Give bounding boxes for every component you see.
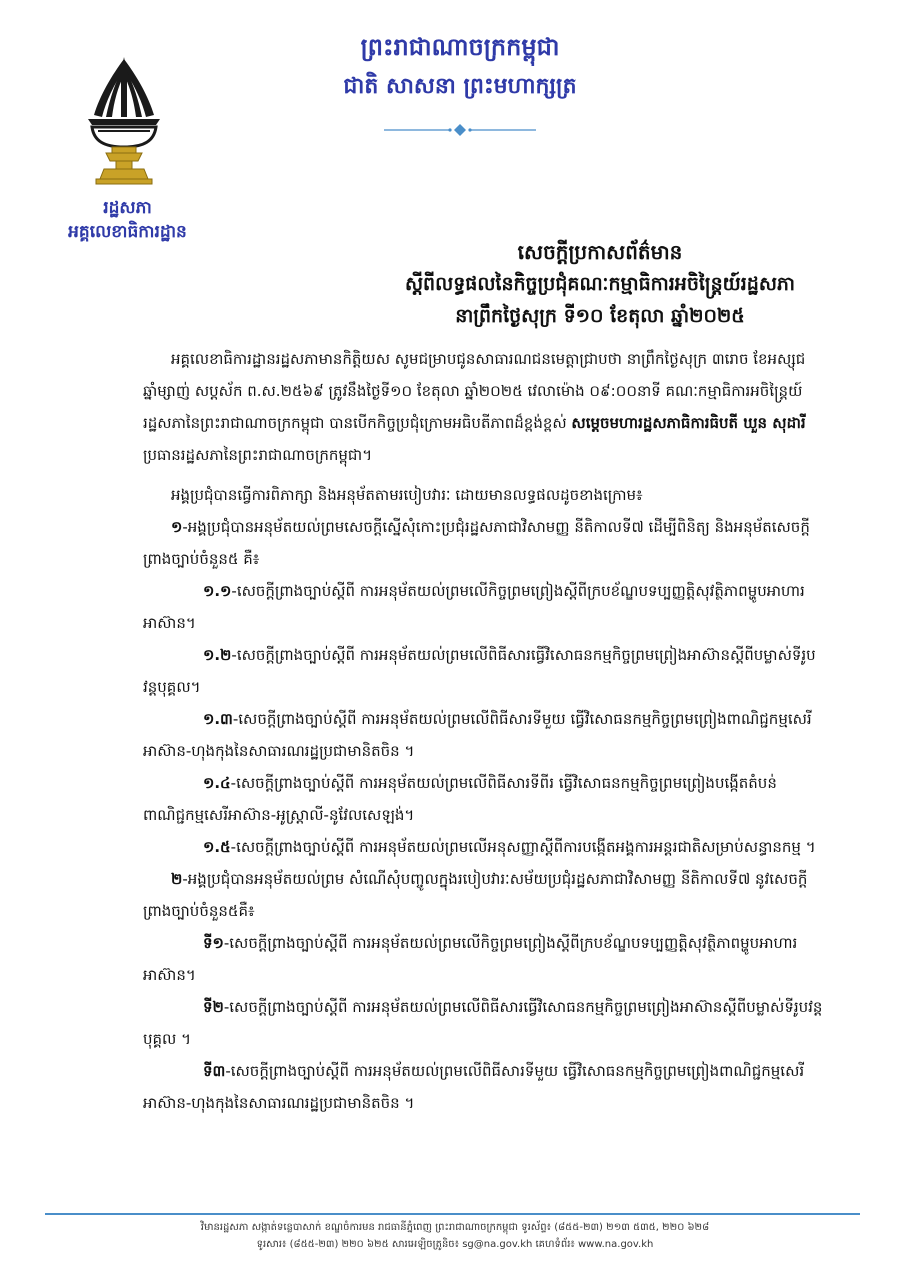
- item-2-3-number: ទី៣: [203, 1062, 226, 1080]
- document-title: [320, 236, 880, 332]
- footer-address: វិមានរដ្ឋសភា សង្កាត់ទន្លេបាសាក់ ខណ្ឌចំការមន រាជធានីភ្នំពេញ ព្រះរាជាណាចក្រកម្ពុជា ទូរស័ព្ទ៖ (៨៥៥-២៣) ២១៣ ៥៣៥, ២២០ ៦២៨: [200, 1222, 710, 1233]
- item-1-1-number: ១.១: [203, 582, 232, 600]
- item-1-1-text: -សេចក្តីព្រាងច្បាប់ស្តីពី ការអនុម័តយល់ព្រមលើកិច្ចព្រមព្រៀងស្តីពីក្របខ័ណ្ឌបទប្បញ្ញត្តិសុវត្ថិភាពម្ហូបអាហារអាស៊ាន។: [143, 582, 805, 632]
- intro-paragraph: [143, 343, 823, 471]
- item-2-2-number: ទី២: [203, 998, 224, 1016]
- item-1-3-text: -សេចក្តីព្រាងច្បាប់ស្តីពី ការអនុម័តយល់ព្រមលើពិធីសារទីមួយ ធ្វើវិសោធនកម្មកិច្ចព្រមព្រៀងពាណិជ្ជកម្មសេរីអាស៊ាន-ហុងកុងនៃសាធារណរដ្ឋប្រជាមានិតចិន ។: [143, 710, 812, 760]
- kingdom-heading: ព្រះរាជាណាចក្រកម្ពុជា: [360, 33, 560, 61]
- item-2-3: [143, 1055, 823, 1119]
- item-2-2: [143, 991, 823, 1055]
- item-1-5-text: -សេចក្តីព្រាងច្បាប់ស្តីពី ការអនុម័តយល់ព្រមលើអនុសញ្ញាស្តីពីការបង្កើតអង្គការអន្តរជាតិសម្រាប់សន្ធានកម្ម ។: [230, 838, 816, 856]
- item-2-1-number: ទី១: [203, 934, 224, 952]
- item-1-4: [143, 767, 823, 831]
- title-line-2: ស្តីពីលទ្ធផលនៃកិច្ចប្រជុំគណៈកម្មាធិការអចិន្ត្រៃយ៍រដ្ឋសភា: [404, 273, 796, 295]
- item-1-4-number: ១.៤: [203, 774, 231, 792]
- item-1-2-number: ១.២: [203, 646, 232, 664]
- motto-heading: ជាតិ សាសនា ព្រះមហាក្សត្រ: [343, 74, 577, 99]
- item-1-4-text: -សេចក្តីព្រាងច្បាប់ស្តីពី ការអនុម័តយល់ព្រមលើពិធីសារទីពីរ ធ្វើវិសោធនកម្មកិច្ចព្រមព្រៀងបង្កើតតំបន់ពាណិជ្ជកម្មសេរីអាស៊ាន-អូស្ត្រាលី-នូវែលសេឡង់។: [143, 774, 777, 824]
- ministry-line-1: រដ្ឋសភា: [103, 198, 152, 218]
- footer: [60, 1219, 850, 1253]
- ministry-line-2: អគ្គលេខាធិការដ្ឋាន: [68, 222, 187, 242]
- title-line-1: សេចក្តីប្រកាសព័ត៌មាន: [517, 240, 683, 264]
- item-1-3: [143, 703, 823, 767]
- ministry-name: [40, 196, 215, 244]
- item-1-text: -អង្គប្រជុំបានអនុម័តយល់ព្រមសេចក្តីស្នើសុំកោះប្រជុំរដ្ឋសភាជាវិសាមញ្ញ នីតិកាលទី៧ ដើម្បីពិនិត្យ និងអនុម័តសេចក្តីព្រាងច្បាប់ចំនួន៥ គឺ៖: [143, 518, 810, 568]
- title-line-3: នាព្រឹកថ្ងៃសុក្រ ទី១០ ខែតុលា ឆ្នាំ២០២៥: [455, 305, 745, 327]
- item-2-1-text: -សេចក្តីព្រាងច្បាប់ស្តីពី ការអនុម័តយល់ព្រមលើកិច្ចព្រមព្រៀងស្តីពីក្របខ័ណ្ឌបទប្បញ្ញត្តិសុវត្ថិភាពម្ហូបអាហារអាស៊ាន។: [143, 934, 798, 984]
- item-1-number: ១: [171, 518, 183, 536]
- document-body: [143, 343, 823, 1119]
- item-1-5-number: ១.៥: [203, 838, 231, 856]
- item-2-number: ២: [171, 870, 183, 888]
- item-2-text: -អង្គប្រជុំបានអនុម័តយល់ព្រម សំណើសុំបញ្ចូលក្នុងរបៀបវារៈសម័យប្រជុំរដ្ឋសភាជាវិសាមញ្ញ នីតិកាលទី៧ នូវសេចក្តីព្រាងច្បាប់ចំនួន៥គឺ៖: [143, 870, 808, 920]
- footer-rule: [45, 1213, 860, 1215]
- intro-tail: ប្រធានរដ្ឋសភានៃព្រះរាជាណាចក្រកម្ពុជា។: [143, 446, 373, 464]
- item-1-2-text: -សេចក្តីព្រាងច្បាប់ស្តីពី ការអនុម័តយល់ព្រមលើពិធីសារធ្វើវិសោធនកម្មកិច្ចព្រមព្រៀងអាស៊ានស្តីពីបម្លាស់ទីរូបវន្តបុគ្គល។: [143, 646, 816, 696]
- item-1-5: [143, 831, 823, 863]
- presider-name: សម្តេចមហារដ្ឋសភាធិការធិបតី ឃួន សុដារី: [571, 414, 806, 432]
- item-1-2: [143, 639, 823, 703]
- lead-paragraph: អង្គប្រជុំបានធ្វើការពិភាក្សា និងអនុម័តតាមរបៀបវារៈ ដោយមានលទ្ធផលដូចខាងក្រោម៖: [171, 486, 643, 504]
- item-1: [143, 511, 823, 575]
- ornament-divider-icon: [380, 122, 540, 138]
- item-1-3-number: ១.៣: [203, 710, 233, 728]
- item-2: [143, 863, 823, 927]
- item-2-1: [143, 927, 823, 991]
- intro-text: អគ្គលេខាធិការដ្ឋានរដ្ឋសភាមានកិត្តិយស សូមជម្រាបជូនសាធារណជនមេត្តាជ្រាបថា នាព្រឹកថ្ងៃសុក្រ ៣រោច ខែអស្សុជ ឆ្នាំម្សាញ់ សប្តស័ក ព.ស.២៥៦៩ ត្រូវនឹងថ្ងៃទី១០ ខែតុលា ឆ្នាំ២០២៥ វេលាម៉ោង ០៩:០០នាទី គណៈកម្មាធិការអចិន្ត្រៃយ៍រដ្ឋសភានៃព្រះរាជាណាចក្រកម្ពុជា បានបើកកិច្ចប្រជុំក្រោមអធិបតីភាពដ៏ខ្ពង់ខ្ពស់: [143, 350, 806, 432]
- footer-contact: ទូរសារ៖ (៨៥៥-២៣) ២២០ ៦២៥ សារអេឡិចត្រូនិច៖ sg@na.gov.kh គេហទំព័រ៖ www.na.gov.kh: [256, 1239, 654, 1250]
- item-2-3-text: -សេចក្តីព្រាងច្បាប់ស្តីពី ការអនុម័តយល់ព្រមលើពិធីសារទីមួយ ធ្វើវិសោធនកម្មកិច្ចព្រមព្រៀងពាណិជ្ជកម្មសេរីអាស៊ាន-ហុងកុងនៃសាធារណរដ្ឋប្រជាមានិតចិន ។: [143, 1062, 805, 1112]
- item-2-2-text: -សេចក្តីព្រាងច្បាប់ស្តីពី ការអនុម័តយល់ព្រមលើពិធីសារធ្វើវិសោធនកម្មកិច្ចព្រមព្រៀងអាស៊ានស្តីពីបម្លាស់ទីរូបវន្តបុគ្គល ។: [143, 998, 823, 1048]
- national-assembly-emblem-icon: [82, 55, 166, 185]
- item-1-1: [143, 575, 823, 639]
